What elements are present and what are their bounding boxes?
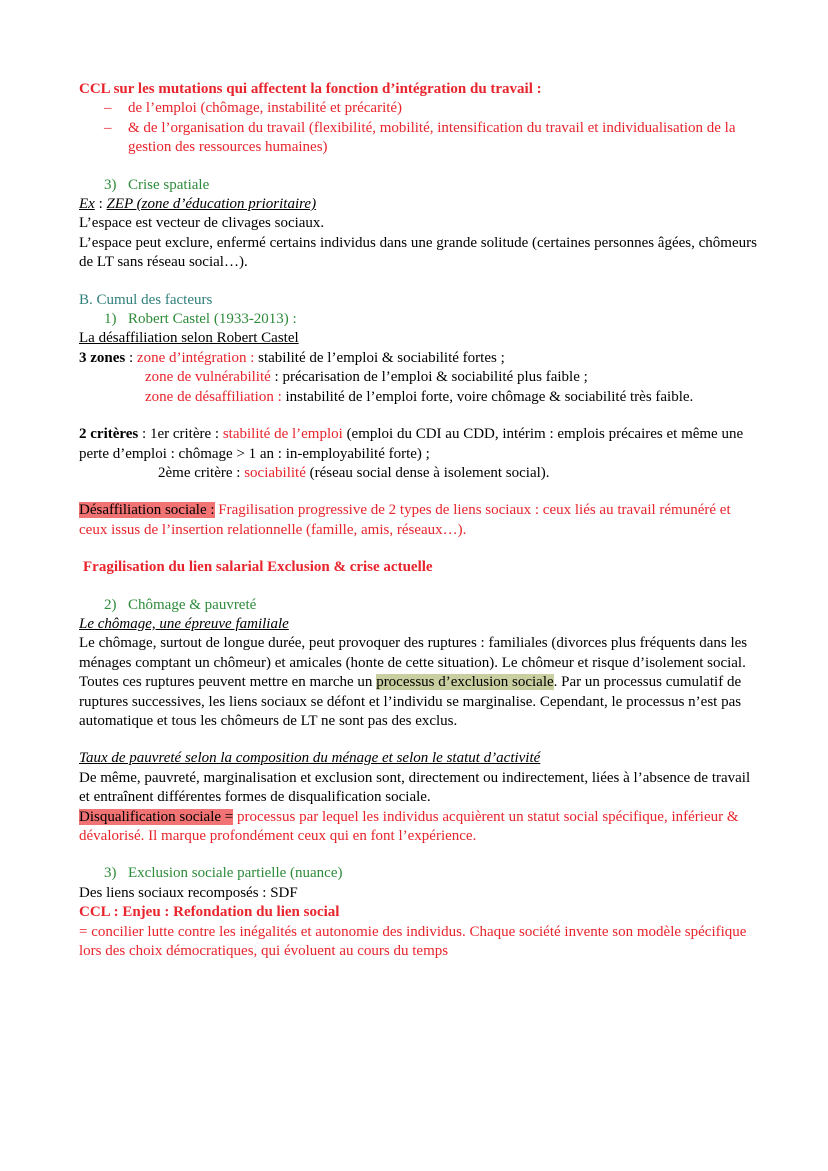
paragraph: Le chômage, surtout de longue durée, peut provoquer des ruptures : familiales (divorces plus fréquents dans les ménages comptant un chômeur) et amicales (honte de cette situation). Le chômeur et risque d’isolement social. Toutes ces ruptures peuvent mettre en marche un processus d’exclusion sociale. Par un processus cumulatif de ruptures successives, les liens sociaux se défont et l’individu se marginalise. Cependant, le processus n’est pas automatique et tous les chômeurs de LT ne sont pas des exclus.	[79, 635, 748, 729]
pauvrete-subtitle: Taux de pauvreté selon la composition du ménage et selon le statut d’activité	[79, 750, 541, 767]
example-line: Ex : ZEP (zone d’éducation prioritaire)	[79, 196, 317, 213]
castel-subtitle: La désaffiliation selon Robert Castel	[79, 330, 299, 347]
zone-3: zone de désaffiliation : instabilité de l’emploi forte, voire chômage & sociabilité très faible.	[145, 388, 694, 405]
criteria-1: 2 critères : 1er critère : stabilité de l’emploi (emploi du CDI au CDD, intérim : emplois précaires et même une perte d’emploi : chômage > 1 an : in-employabilité forte) ;	[79, 426, 744, 462]
paragraph: De même, pauvreté, marginalisation et exclusion sont, directement ou indirectement, liées à l’absence de travail et entraînent différentes formes de disqualification sociale.	[79, 769, 751, 806]
zone-2: zone de vulnérabilité : précarisation de l’emploi & sociabilité plus faible ;	[145, 369, 588, 386]
criteria-2: 2ème critère : sociabilité (réseau social dense à isolement social).	[158, 464, 550, 481]
ccl-enjeu-text: = concilier lutte contre les inégalités et autonomie des individus. Chaque société invente son modèle spécifique lors des choix démocratiques, qui évoluent au cours du temps	[79, 923, 747, 960]
section-exclusion-heading: 3) Exclusion sociale partielle (nuance)	[104, 865, 343, 882]
section-castel-heading: 1) Robert Castel (1933-2013) :	[104, 311, 297, 328]
list-item: – & de l’organisation du travail (flexibilité, mobilité, intensification du travail et individualisation de la gestion des ressources humaines)	[104, 119, 736, 156]
ccl-mutations-title: CCL sur les mutations qui affectent la fonction d’intégration du travail :	[79, 81, 542, 97]
disqualification-definition: Disqualification sociale = processus par lequel les individus acquièrent un statut social spécifique, inférieur & dévalorisé. Il marque profondément ceux qui en font l’expérience.	[79, 808, 739, 844]
list-item: – de l’emploi (chômage, instabilité et précarité)	[79, 99, 759, 118]
section-b-heading: B. Cumul des facteurs	[79, 291, 213, 308]
document-page	[79, 80, 759, 961]
paragraph: L’espace peut exclure, enfermé certains individus dans une grande solitude (certaines personnes âgées, chômeurs de LT sans réseau social…).	[79, 234, 757, 271]
ccl-enjeu-title: CCL : Enjeu : Refondation du lien social	[79, 904, 340, 921]
zone-1: 3 zones : zone d’intégration : stabilité de l’emploi & sociabilité fortes ;	[79, 349, 505, 366]
fragilisation-heading: Fragilisation du lien salarial Exclusion & crise actuelle	[83, 559, 433, 576]
dash-bullet: –	[104, 100, 112, 117]
highlight: processus d’exclusion sociale	[376, 674, 554, 691]
section-chomage-heading: 2) Chômage & pauvreté	[104, 596, 257, 613]
paragraph: L’espace est vecteur de clivages sociaux.	[79, 215, 325, 232]
section-crise-spatiale-heading: 3) Crise spatiale	[104, 176, 210, 193]
desaffiliation-definition: Désaffiliation sociale : Fragilisation progressive de 2 types de liens sociaux : ceux liés au travail rémunéré et ceux issus de l’insertion relationnelle (famille, amis, réseaux…).	[79, 502, 731, 538]
ccl-mutations-list	[79, 99, 759, 157]
paragraph: Des liens sociaux recomposés : SDF	[79, 884, 298, 901]
chomage-subtitle: Le chômage, une épreuve familiale	[79, 615, 289, 632]
dash-bullet: –	[104, 119, 112, 136]
